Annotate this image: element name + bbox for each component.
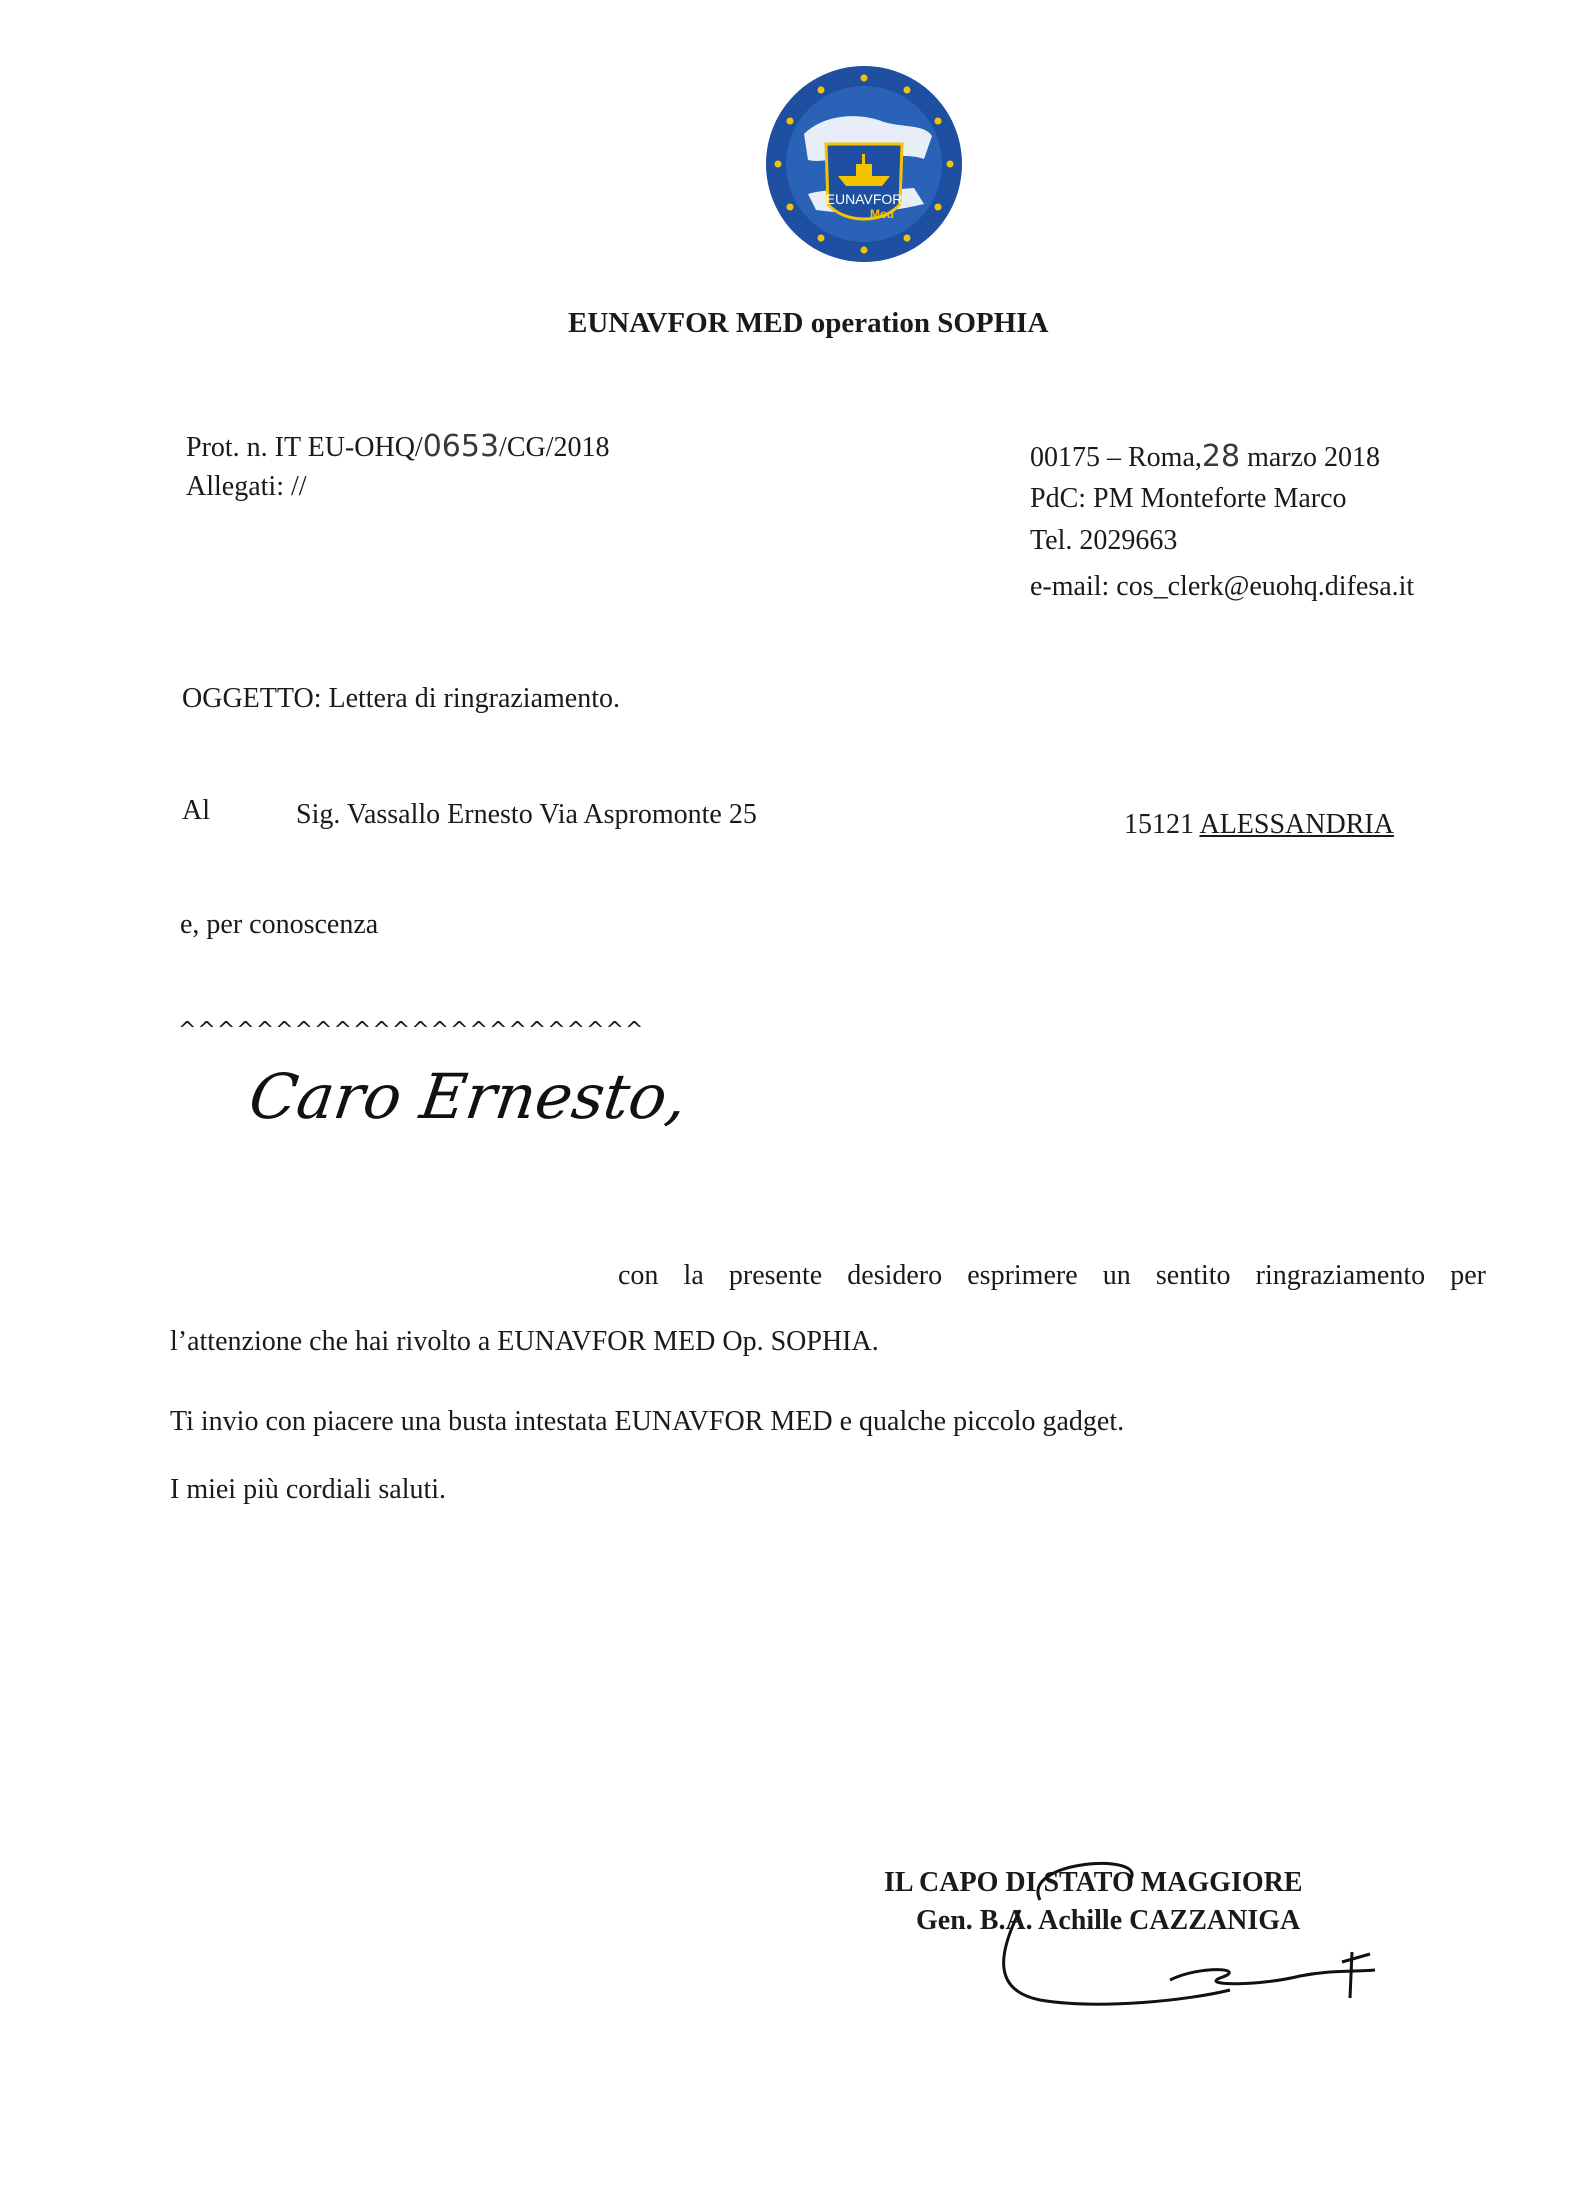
protocol-handwritten: 0653 [422, 429, 500, 464]
subject-line: OGGETTO: Lettera di ringraziamento. [182, 683, 620, 714]
logo-text-top: EUNAVFOR [825, 191, 903, 207]
place-prefix: 00175 – Roma, [1030, 442, 1202, 473]
eunavfor-logo [764, 64, 964, 264]
contact-person: PdC: PM Monteforte Marco [1030, 483, 1347, 514]
logo-text-bottom: Med [870, 207, 894, 221]
recipient-cap: 15121 [1124, 809, 1194, 840]
handwritten-salutation: Caro Ernesto, [244, 1060, 692, 1133]
cc-line: e, per conoscenza [180, 909, 379, 940]
separator: ^^^^^^^^^^^^^^^^^^^^^^^^ [178, 1018, 645, 1043]
recipient-name: Sig. Vassallo Ernesto Via Aspromonte 25 [296, 799, 757, 830]
body-line-2: l’attenzione che hai rivolto a EUNAVFOR MED Op. SOPHIA. [170, 1326, 879, 1357]
signatory-role: IL CAPO DI STATO MAGGIORE [884, 1867, 1303, 1898]
place-date [1030, 440, 1380, 475]
day-handwritten: 28 [1201, 439, 1241, 474]
body-line-3: Ti invio con piacere una busta intestata EUNAVFOR MED e qualche piccolo gadget. [170, 1406, 1125, 1437]
recipient-al: Al [182, 795, 210, 826]
protocol-number [186, 430, 610, 465]
phone-number: Tel. 2029663 [1030, 525, 1178, 556]
recipient-city: ALESSANDRIA [1199, 809, 1394, 840]
document-header: EUNAVFOR MED operation SOPHIA [568, 307, 1049, 339]
protocol-suffix: /CG/2018 [499, 432, 610, 463]
signatory-name: Gen. B.A. Achille CAZZANIGA [916, 1905, 1301, 1936]
body-line-1: con la presente desidero esprimere un sentito ringraziamento per [618, 1260, 1486, 1291]
email-address: e-mail: cos_clerk@euohq.difesa.it [1030, 571, 1415, 602]
handwritten-signature [980, 1840, 1400, 2020]
attachments-line: Allegati: // [186, 471, 307, 502]
recipient-city-line [1124, 808, 1394, 842]
date-suffix: marzo 2018 [1240, 442, 1381, 473]
body-line-4: I miei più cordiali saluti. [170, 1474, 447, 1505]
protocol-prefix: Prot. n. IT EU-OHQ/ [186, 432, 423, 463]
